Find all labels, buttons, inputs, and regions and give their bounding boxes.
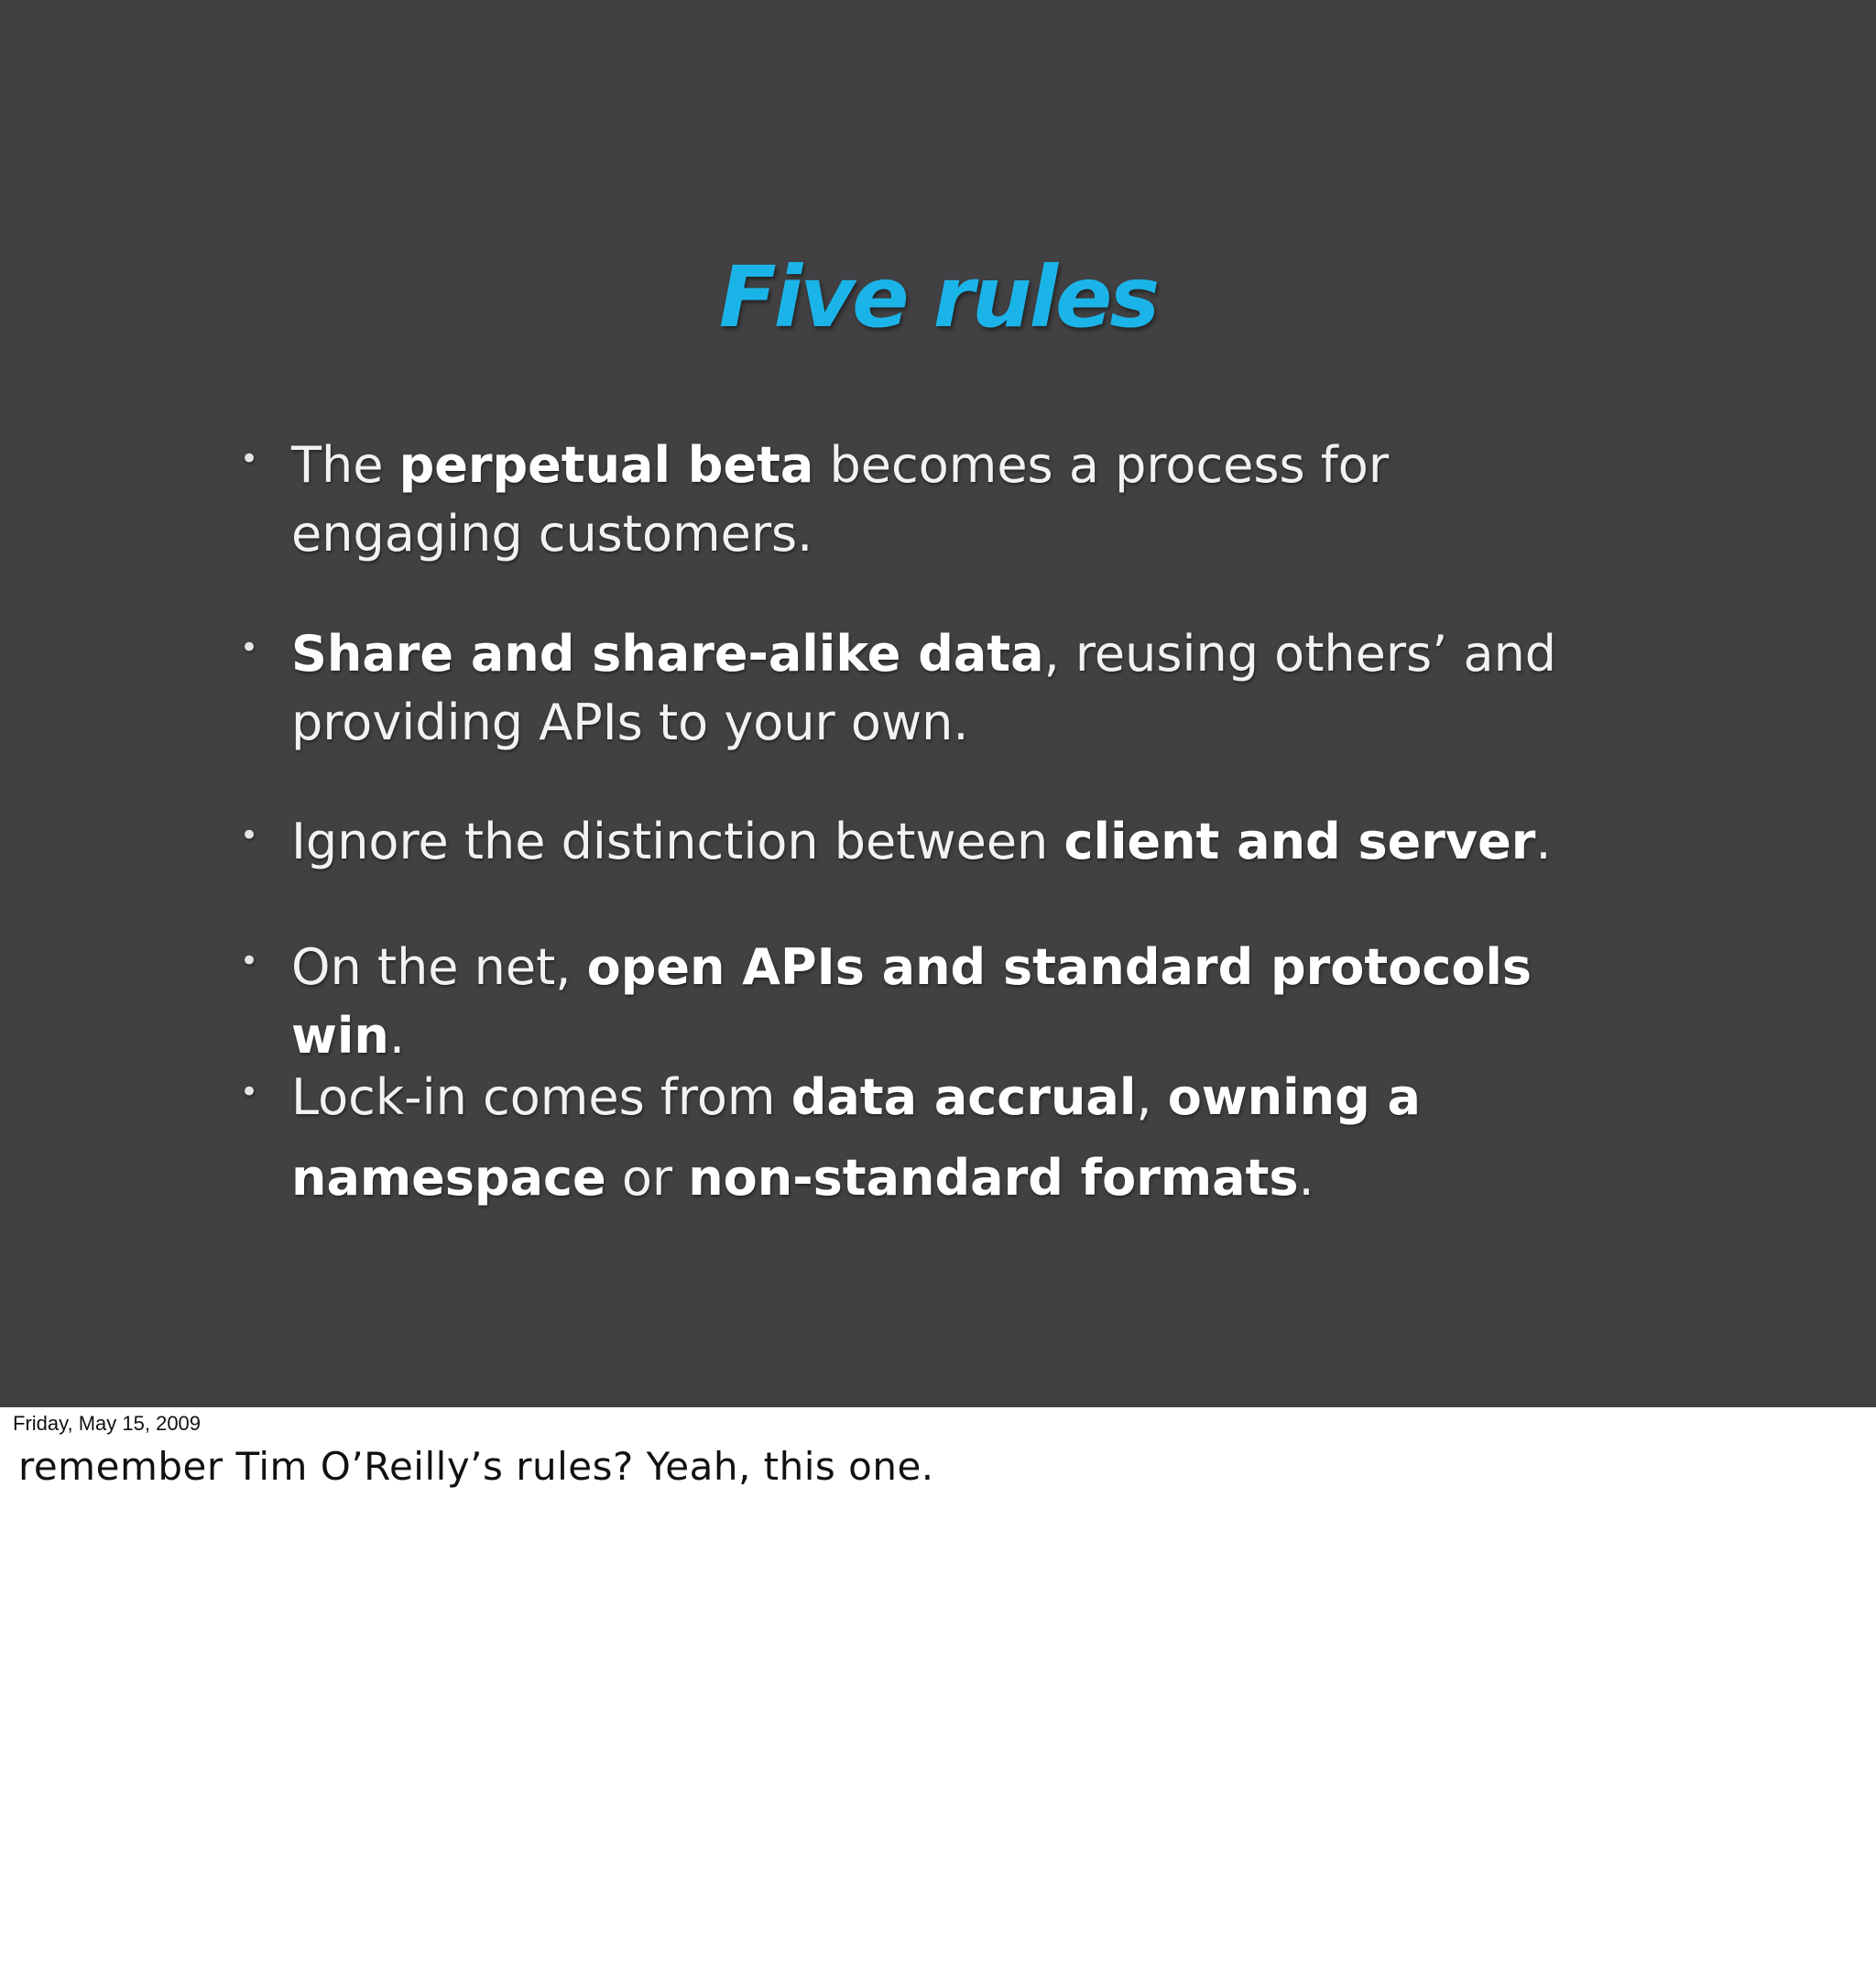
- bullet-icon: •: [240, 817, 259, 854]
- rule-text-bold: Share and share-alike data: [291, 625, 1044, 683]
- rule-text-normal: becomes a process for engaging customers.: [291, 436, 1390, 563]
- rule-text-normal: On the net,: [291, 938, 587, 996]
- rule-text-normal: .: [1298, 1149, 1314, 1207]
- slide-title: Five rules: [718, 248, 1158, 346]
- rule-item: [240, 619, 1629, 757]
- date-label: Friday, May 15, 2009: [13, 1412, 202, 1435]
- rule-text-bold: client and server: [1063, 813, 1536, 870]
- rule-text-normal: , reusing others’ and providing APIs to your own.: [291, 625, 1557, 751]
- presenter-notes: remember Tim O’Reilly’s rules? Yeah, this one.: [18, 1444, 934, 1489]
- rule-text-bold: owning a namespace: [291, 1068, 1421, 1207]
- rule-text-bold: data accrual: [791, 1068, 1137, 1126]
- rule-item: [240, 807, 1629, 876]
- bullet-icon: •: [240, 629, 259, 666]
- rule-text-bold: perpetual beta: [398, 436, 814, 494]
- rule-text-normal: Ignore the distinction between: [291, 813, 1064, 870]
- rule-text-normal: .: [1535, 813, 1552, 870]
- rule-text-bold: non-standard formats: [688, 1149, 1299, 1207]
- rule-text-normal: The: [291, 436, 399, 494]
- rule-text-normal: .: [388, 1007, 406, 1065]
- bullet-icon: •: [240, 441, 259, 477]
- rule-text-normal: or: [605, 1149, 689, 1207]
- rule-text-normal: ,: [1136, 1068, 1168, 1126]
- bullet-icon: •: [240, 943, 259, 979]
- rule-item: [240, 1057, 1629, 1219]
- rule-item: [240, 933, 1629, 1070]
- rule-text-normal: Lock-in comes from: [291, 1068, 791, 1126]
- rule-text-bold: open APIs and standard protocols win: [291, 938, 1532, 1065]
- bullet-icon: •: [240, 1074, 259, 1110]
- rule-item: [240, 431, 1629, 568]
